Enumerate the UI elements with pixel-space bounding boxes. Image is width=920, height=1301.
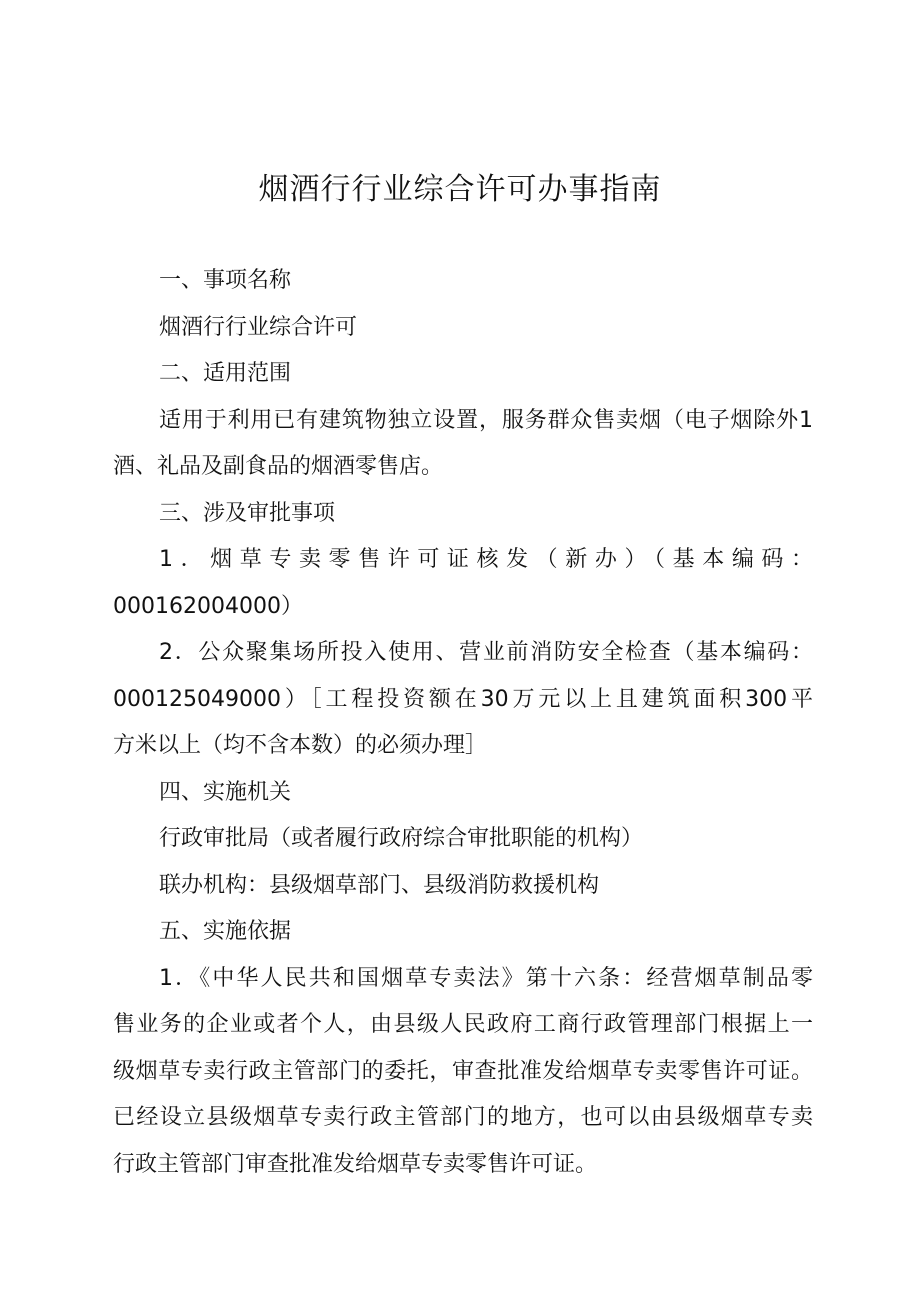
- section-heading-implementing-agency: 四、实施机关: [159, 779, 292, 805]
- section-heading-item-name: 一、事项名称: [159, 268, 292, 293]
- scope-text-line-1: 适用于利用已有建筑物独立设置，服务群众售卖烟（电子烟除外1: [159, 407, 813, 433]
- legal-basis-line-3: 级烟草专卖行政主管部门的委托，审查批准发给烟草专卖零售许可证。: [113, 1058, 813, 1084]
- legal-basis-line-4: 已经设立县级烟草专卖行政主管部门的地方，也可以由县级烟草专卖: [113, 1105, 813, 1130]
- document-body: [113, 258, 813, 1188]
- approval-item-2-line-3: 方米以上（均不含本数）的必须办理］: [113, 733, 488, 758]
- document-title: 烟酒行行业综合许可办事指南: [258, 172, 662, 207]
- legal-basis-line-5: 行政主管部门审查批准发给烟草专卖零售许可证。: [113, 1151, 598, 1177]
- section-heading-scope: 二、适用范围: [159, 361, 292, 386]
- joint-agency-text: 联办机构：县级烟草部门、县级消防救援机构: [159, 872, 600, 898]
- approval-item-2-line-2: 000125049000）［工程投资额在30万元以上且建筑面积300平: [113, 686, 813, 712]
- legal-basis-line-2: 售业务的企业或者个人，由县级人民政府工商行政管理部门根据上一: [113, 1012, 813, 1037]
- item-name-text: 烟酒行行业综合许可: [159, 314, 358, 340]
- approval-item-2-line-1: 2．公众聚集场所投入使用、营业前消防安全检查（基本编码：: [159, 640, 813, 665]
- approval-item-1-line-2: 000162004000）: [113, 593, 303, 619]
- section-heading-approval-items: 三、涉及审批事项: [159, 500, 336, 526]
- approval-item-1-line-1: 1．烟草专卖零售许可证核发（新办）（基本编码：: [159, 547, 813, 572]
- legal-basis-line-1: 1．《中华人民共和国烟草专卖法》第十六条：经营烟草制品零: [159, 965, 813, 991]
- agency-text: 行政审批局（或者履行政府综合审批职能的机构）: [159, 826, 644, 851]
- section-heading-legal-basis: 五、实施依据: [159, 919, 292, 944]
- scope-text-line-2: 酒、礼品及副食品的烟酒零售店。: [113, 454, 444, 479]
